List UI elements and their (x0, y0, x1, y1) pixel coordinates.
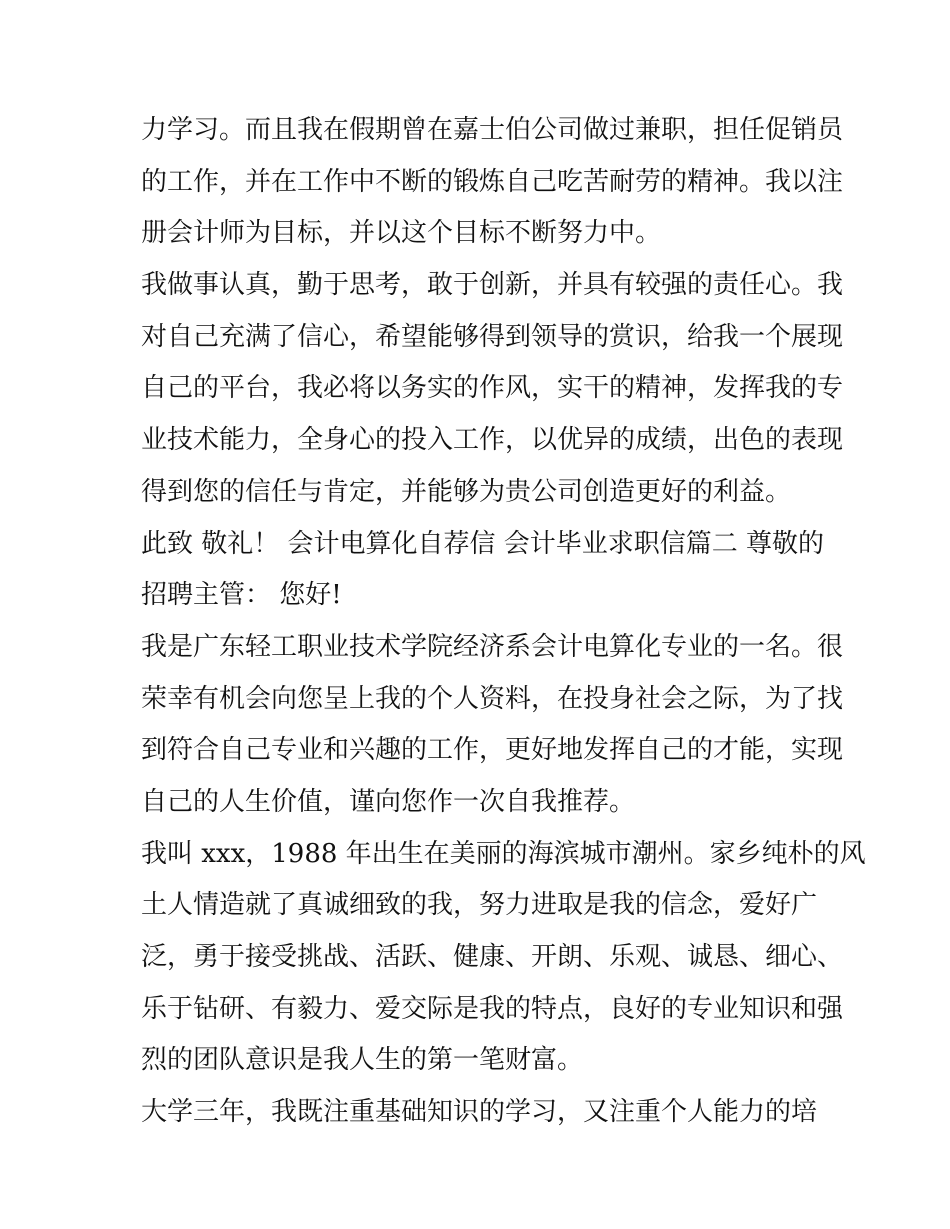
text-line-20: 大学三年，我既注重基础知识的学习，又注重个人能力的培 (141, 1097, 818, 1128)
text-line-16: 土人情造就了真诚细致的我，努力进取是我的信念，爱好广 (141, 890, 818, 921)
text-line-14: 自己的人生价值，谨向您作一次自我推荐。 (141, 786, 636, 817)
text-line-19: 烈的团队意识是我人生的第一笔财富。 (141, 1045, 584, 1076)
text-line-8: 得到您的信任与肯定，并能够为贵公司创造更好的利益。 (141, 476, 792, 507)
text-line-9: 此致 敬礼！ 会计电算化自荐信 会计毕业求职信篇二 尊敬的 (141, 528, 825, 559)
text-line-4: 我做事认真，勤于思考，敢于创新，并具有较强的责任心。我 (141, 270, 844, 301)
text-line-17: 泛，勇于接受挑战、活跃、健康、开朗、乐观、诚恳、细心、 (141, 942, 844, 972)
text-line-2: 的工作，并在工作中不断的锻炼自己吃苦耐劳的精神。我以注 (141, 166, 844, 197)
text-line-7: 业技术能力，全身心的投入工作，以优异的成绩，出色的表现 (141, 425, 844, 456)
text-line-5: 对自己充满了信心，希望能够得到领导的赏识，给我一个展现 (141, 321, 844, 352)
text-line-6: 自己的平台，我必将以务实的作风，实干的精神，发挥我的专 (141, 373, 844, 404)
text-line-13: 到符合自己专业和兴趣的工作，更好地发挥自己的才能，实现 (141, 735, 844, 766)
document-body (141, 105, 866, 1139)
text-line-3: 册会计师为目标，并以这个目标不断努力中。 (141, 218, 662, 249)
text-line-18: 乐于钻研、有毅力、爱交际是我的特点，良好的专业知识和强 (141, 993, 844, 1024)
text-line-15: 我叫 xxx，1988 年出生在美丽的海滨城市潮州。家乡纯朴的风 (141, 838, 866, 869)
text-line-11: 我是广东轻工职业技术学院经济系会计电算化专业的一名。很 (141, 631, 844, 662)
text-line-10: 招聘主管： 您好! (141, 580, 342, 611)
text-line-1: 力学习。而且我在假期曾在嘉士伯公司做过兼职，担任促销员 (141, 115, 844, 145)
text-line-12: 荣幸有机会向您呈上我的个人资料，在投身社会之际，为了找 (141, 683, 844, 714)
